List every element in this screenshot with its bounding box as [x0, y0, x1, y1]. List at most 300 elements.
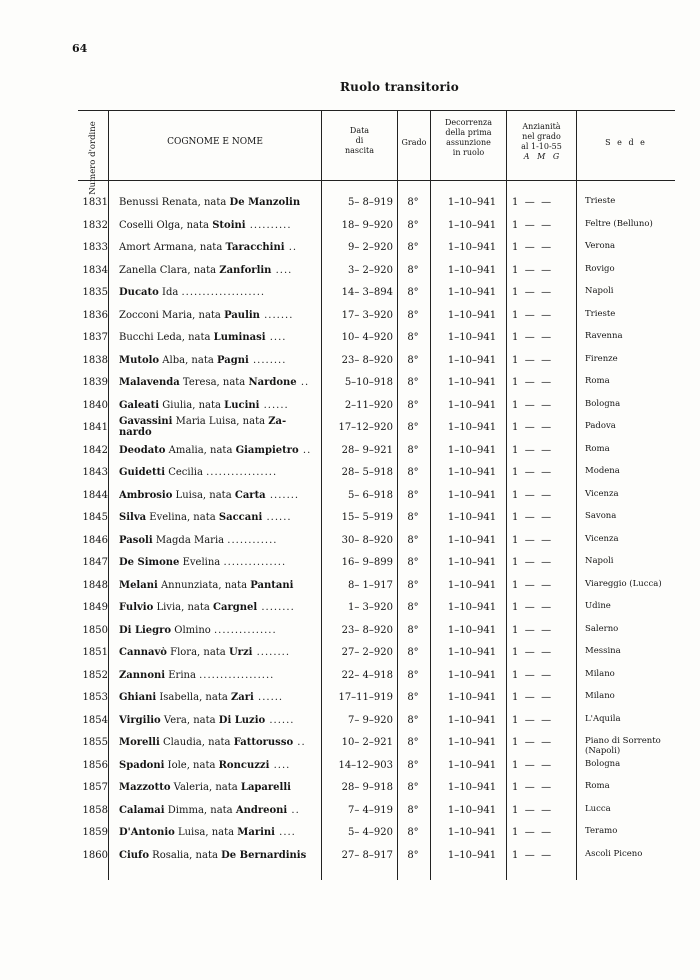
surname: Calamai — [119, 804, 165, 816]
header-grado: Grado — [401, 138, 427, 147]
surname: Ambrosio — [119, 489, 173, 501]
given-name: Coselli Olga, nata — [119, 219, 213, 231]
office-location: Teramo — [585, 826, 618, 836]
full-name — [119, 220, 317, 231]
full-name — [119, 332, 317, 343]
grade: 8° — [407, 827, 419, 838]
order-number: 1854 — [82, 714, 108, 726]
surname: De Simone — [119, 557, 180, 568]
birth-date: 23– 8–920 — [341, 354, 393, 366]
maiden-name: Saccani — [218, 512, 263, 523]
given-name: Erina — [165, 669, 200, 681]
appointment-date: 1–10–941 — [447, 849, 497, 861]
leader-dots: ................. — [206, 467, 278, 478]
table-row — [78, 485, 675, 508]
seniority: 1 — — — [512, 782, 552, 793]
header-decorrenza-line: della prima — [445, 128, 492, 137]
grade: 8° — [407, 579, 419, 591]
header-anzianita — [507, 122, 576, 162]
appointment-date: 1–10–941 — [447, 804, 497, 816]
birth-date: 18– 9–920 — [341, 219, 393, 231]
seniority: 1 — — — [512, 827, 552, 838]
table-row — [78, 507, 675, 530]
seniority: 1 — — — [512, 624, 552, 636]
given-name: Alba, nata — [159, 354, 217, 366]
seniority: 1 — — — [512, 692, 552, 703]
given-name: Zanella Clara, nata — [119, 264, 220, 276]
office-location: Napoli — [585, 556, 614, 566]
maiden-name: Roncuzzi — [218, 759, 270, 771]
grade: 8° — [407, 264, 419, 276]
table-row — [78, 215, 675, 238]
full-name — [119, 670, 317, 681]
appointment-date: 1–10–941 — [447, 669, 497, 681]
surname: Stoini — [212, 219, 246, 231]
birth-date: 7– 4–919 — [348, 804, 393, 816]
order-number: 1853 — [82, 692, 108, 703]
grade: 8° — [407, 647, 419, 658]
appointment-date: 1–10–941 — [447, 242, 497, 253]
office-location: Savona — [585, 511, 617, 521]
order-number: 1842 — [82, 444, 108, 456]
grade: 8° — [407, 849, 419, 861]
birth-date: 17– 3–920 — [341, 309, 393, 321]
maiden-name: Andreoni — [235, 804, 288, 816]
given-name: Amort Armana, nata — [119, 242, 226, 253]
surname: Virgilio — [119, 714, 161, 726]
seniority: 1 — — — [512, 422, 552, 433]
grade: 8° — [407, 422, 419, 433]
leader-dots: .. — [298, 444, 312, 456]
full-name — [119, 490, 317, 501]
given-name: Livia, nata — [153, 602, 214, 613]
order-number: 1841 — [82, 422, 108, 433]
birth-date: 28– 5–918 — [341, 467, 393, 478]
table-row — [78, 620, 675, 643]
table-row — [78, 440, 675, 463]
seniority: 1 — — — [512, 669, 552, 681]
grade: 8° — [407, 242, 419, 253]
full-name — [119, 265, 317, 276]
grade: 8° — [407, 692, 419, 703]
page-title: Ruolo transitorio — [340, 80, 459, 94]
table-row — [78, 575, 675, 598]
maiden-name: Marini — [237, 827, 275, 838]
appointment-date: 1–10–941 — [447, 714, 497, 726]
given-name: Ida — [158, 287, 182, 298]
office-location: Modena — [585, 466, 620, 476]
order-number: 1833 — [82, 242, 108, 253]
grade: 8° — [407, 804, 419, 816]
leader-dots: .... — [271, 264, 293, 276]
grade: 8° — [407, 467, 419, 478]
office-location: Udine — [585, 601, 611, 611]
leader-dots: ........ — [248, 354, 287, 366]
maiden-name: Za- — [268, 416, 287, 427]
order-number: 1846 — [82, 534, 108, 546]
table-row — [78, 350, 675, 373]
full-name — [119, 512, 317, 523]
birth-date: 5–10–918 — [344, 377, 393, 388]
header-amg: A M G — [523, 152, 560, 161]
header-numero: Numero d'ordine — [88, 121, 98, 195]
order-number: 1859 — [82, 827, 108, 838]
table-row — [78, 417, 675, 440]
office-location: Verona — [585, 241, 616, 251]
given-name: Luisa, nata — [172, 489, 235, 501]
office-location: Feltre (Belluno) — [585, 218, 653, 229]
order-number: 1840 — [82, 399, 108, 411]
table-row — [78, 372, 675, 395]
order-number: 1860 — [82, 849, 108, 861]
birth-date: 10– 2–921 — [341, 737, 393, 748]
appointment-date: 1–10–941 — [447, 219, 497, 231]
seniority: 1 — — — [512, 534, 552, 546]
order-number: 1850 — [82, 624, 108, 636]
seniority: 1 — — — [512, 264, 552, 276]
table-row — [78, 282, 675, 305]
appointment-date: 1–10–941 — [447, 737, 497, 748]
table-row — [78, 642, 675, 665]
surname: Luminasi — [213, 332, 266, 343]
register-table — [78, 110, 675, 880]
full-name — [119, 782, 317, 793]
grade: 8° — [407, 782, 419, 793]
grade: 8° — [407, 624, 419, 636]
office-location: Padova — [585, 421, 616, 431]
table-row — [78, 552, 675, 575]
leader-dots: ....... — [265, 489, 300, 501]
leader-dots: ...... — [253, 692, 284, 703]
surname: Morelli — [119, 737, 160, 748]
leader-dots: .......... — [245, 219, 292, 231]
table-row — [78, 800, 675, 823]
full-name — [119, 827, 317, 838]
header-anzianita-line: al 1-10-55 — [521, 142, 562, 151]
office-location: Trieste — [585, 308, 616, 319]
given-name: Isabella, nata — [156, 692, 231, 703]
table-row — [78, 777, 675, 800]
table-row — [78, 462, 675, 485]
appointment-date: 1–10–941 — [447, 264, 497, 276]
surname: Silva — [119, 512, 147, 523]
leader-dots: ............... — [213, 624, 277, 636]
surname: Gavassini — [119, 416, 173, 427]
header-data — [322, 126, 397, 156]
full-name — [119, 602, 317, 613]
office-location: Bologna — [585, 758, 621, 769]
given-name: Evelina, nata — [146, 512, 219, 523]
full-name — [119, 197, 317, 208]
appointment-date: 1–10–941 — [447, 444, 497, 456]
header-anzianita-line: Anzianità — [522, 122, 561, 131]
table-row — [78, 305, 675, 328]
order-number: 1851 — [82, 647, 108, 658]
order-number: 1834 — [82, 264, 108, 276]
appointment-date: 1–10–941 — [447, 422, 497, 433]
table-row — [78, 237, 675, 260]
header-decorrenza-line: assunzione — [446, 138, 491, 147]
grade: 8° — [407, 444, 419, 456]
full-name — [119, 355, 317, 366]
surname: Di Liegro — [119, 624, 172, 636]
given-name: Magda Maria — [152, 534, 228, 546]
given-name: Bucchi Leda, nata — [119, 332, 214, 343]
leader-dots: .................. — [199, 669, 275, 681]
full-name — [119, 535, 317, 546]
given-name: Vera, nata — [160, 714, 219, 726]
birth-date: 16– 9–899 — [341, 557, 393, 568]
given-name: Zocconi Maria, nata — [119, 309, 225, 321]
leader-dots: ............ — [227, 534, 278, 546]
seniority: 1 — — — [512, 602, 552, 613]
leader-dots: .... — [274, 827, 296, 838]
birth-date: 9– 2–920 — [348, 242, 393, 253]
leader-dots: .. — [284, 242, 298, 253]
full-name — [119, 692, 317, 703]
surname: Zannoni — [119, 669, 166, 681]
order-number: 1852 — [82, 669, 108, 681]
appointment-date: 1–10–941 — [447, 512, 497, 523]
birth-date: 17–11–919 — [338, 692, 393, 703]
office-location: Milano — [585, 668, 615, 679]
office-location: Lucca — [585, 803, 611, 814]
table-row — [78, 192, 675, 215]
given-name: Rosalia, nata — [149, 849, 222, 861]
given-name: Claudia, nata — [159, 737, 234, 748]
full-name — [119, 310, 317, 321]
full-name — [119, 242, 317, 253]
surname: Taracchini — [225, 242, 285, 253]
appointment-date: 1–10–941 — [447, 309, 497, 321]
order-number: 1857 — [82, 782, 108, 793]
birth-date: 7– 9–920 — [348, 714, 393, 726]
leader-dots: ...... — [259, 399, 289, 411]
office-location: Firenze — [585, 353, 618, 364]
seniority: 1 — — — [512, 804, 552, 816]
grade: 8° — [407, 287, 419, 298]
surname: Guidetti — [119, 467, 166, 478]
leader-dots: ...... — [262, 512, 292, 523]
given-name: Amalia, nata — [165, 444, 236, 456]
grade: 8° — [407, 309, 419, 321]
given-name: Flora, nata — [166, 647, 229, 658]
birth-date: 3– 2–920 — [348, 264, 393, 276]
birth-date: 27– 2–920 — [341, 647, 393, 658]
full-name — [119, 760, 317, 771]
given-name: Cecilia — [165, 467, 207, 478]
full-name — [119, 737, 317, 748]
full-name — [119, 400, 317, 411]
appointment-date: 1–10–941 — [447, 602, 497, 613]
surname: Cannavò — [119, 647, 167, 658]
grade: 8° — [407, 714, 419, 726]
full-name — [119, 647, 317, 658]
header-sede: S e d e — [605, 138, 647, 147]
office-location: Ravenna — [585, 331, 623, 341]
leader-dots: ............... — [223, 557, 287, 568]
table-row — [78, 530, 675, 553]
seniority: 1 — — — [512, 354, 552, 366]
grade: 8° — [407, 489, 419, 501]
office-location: Roma — [585, 781, 610, 791]
leader-dots: .. — [296, 377, 310, 388]
header-decorrenza-line: in ruolo — [452, 148, 485, 157]
maiden-name: Laparelli — [240, 782, 291, 793]
appointment-date: 1–10–941 — [447, 287, 497, 298]
office-location: Roma — [585, 376, 610, 386]
order-number: 1847 — [82, 557, 108, 568]
birth-date: 8– 1–917 — [348, 579, 393, 591]
leader-dots: .... — [269, 759, 291, 771]
order-number: 1836 — [82, 309, 108, 321]
table-row — [78, 732, 675, 755]
given-name: Olmino — [171, 624, 214, 636]
seniority: 1 — — — [512, 489, 552, 501]
office-location: Vicenza — [585, 488, 619, 499]
maiden-name: Zari — [231, 692, 254, 703]
full-name — [119, 850, 317, 861]
leader-dots: .. — [287, 804, 300, 816]
grade: 8° — [407, 602, 419, 613]
header-decorrenza-line: Decorrenza — [445, 118, 492, 127]
birth-date: 5– 4–920 — [348, 827, 393, 838]
maiden-name: De Bernardinis — [221, 849, 307, 861]
office-location: Milano — [585, 691, 615, 701]
leader-dots: ........ — [257, 602, 295, 613]
birth-date: 27– 8–917 — [341, 849, 393, 861]
given-name: Luisa, nata — [174, 827, 238, 838]
seniority: 1 — — — [512, 512, 552, 523]
maiden-name: Carta — [234, 489, 266, 501]
seniority: 1 — — — [512, 399, 552, 411]
given-name: Iole, nata — [164, 759, 219, 771]
maiden-name: Fattorusso — [233, 737, 294, 748]
order-number: 1831 — [82, 197, 108, 208]
order-number: 1849 — [82, 602, 108, 613]
grade: 8° — [407, 354, 419, 366]
maiden-name: Cargnel — [213, 602, 258, 613]
surname: Ciufo — [119, 849, 149, 861]
maiden-name: Nardone — [248, 377, 297, 388]
surname: Mutolo — [119, 354, 160, 366]
birth-date: 10– 4–920 — [341, 332, 393, 343]
leader-dots: .. — [293, 737, 306, 748]
surname: Paulin — [224, 309, 260, 321]
given-name: Valeria, nata — [170, 782, 241, 793]
seniority: 1 — — — [512, 287, 552, 298]
grade: 8° — [407, 557, 419, 568]
order-number: 1848 — [82, 579, 108, 591]
leader-dots: .................... — [181, 287, 266, 298]
seniority: 1 — — — [512, 849, 552, 861]
grade: 8° — [407, 512, 419, 523]
birth-date: 5– 8–919 — [348, 197, 393, 208]
maiden-name: Pantani — [250, 579, 294, 591]
birth-date: 28– 9–921 — [341, 444, 393, 456]
full-name — [119, 625, 317, 636]
surname: Spadoni — [119, 759, 165, 771]
office-location: Viareggio (Lucca) — [585, 578, 662, 589]
grade: 8° — [407, 759, 419, 771]
seniority: 1 — — — [512, 197, 552, 208]
given-name: Giulia, nata — [159, 399, 225, 411]
full-name — [119, 580, 317, 591]
surname: D'Antonio — [119, 827, 175, 838]
office-location: Roma — [585, 443, 610, 454]
appointment-date: 1–10–941 — [447, 557, 497, 568]
leader-dots: ....... — [259, 309, 294, 321]
grade: 8° — [407, 332, 419, 343]
order-number: 1843 — [82, 467, 108, 478]
birth-date: 17–12–920 — [338, 422, 393, 433]
page-number: 64 — [72, 42, 88, 55]
grade: 8° — [407, 399, 419, 411]
surname: Pasoli — [119, 534, 153, 546]
grade: 8° — [407, 737, 419, 748]
full-name — [119, 445, 317, 456]
maiden-name: nardo — [119, 427, 152, 438]
seniority: 1 — — — [512, 467, 552, 478]
order-number: 1837 — [82, 332, 108, 343]
appointment-date: 1–10–941 — [447, 377, 497, 388]
office-location: Bologna — [585, 398, 621, 409]
leader-dots: ........ — [252, 647, 291, 658]
office-location: Salerno — [585, 623, 619, 634]
seniority: 1 — — — [512, 242, 552, 253]
grade: 8° — [407, 219, 419, 231]
grade: 8° — [407, 377, 419, 388]
table-row — [78, 755, 675, 778]
birth-date: 2–11–920 — [344, 399, 393, 411]
given-name: Dimma, nata — [164, 804, 236, 816]
grade: 8° — [407, 534, 419, 546]
appointment-date: 1–10–941 — [447, 692, 497, 703]
birth-date: 28– 9–918 — [341, 782, 393, 793]
office-location: Ascoli Piceno — [585, 848, 643, 859]
order-number: 1855 — [82, 737, 108, 748]
seniority: 1 — — — [512, 557, 552, 568]
appointment-date: 1–10–941 — [447, 197, 497, 208]
surname: Ghiani — [119, 692, 157, 703]
surname: Melani — [119, 579, 158, 591]
appointment-date: 1–10–941 — [447, 647, 497, 658]
appointment-date: 1–10–941 — [447, 534, 497, 546]
office-location: L'Aquila — [585, 713, 621, 724]
appointment-date: 1–10–941 — [447, 354, 497, 366]
birth-date: 22– 4–918 — [341, 669, 393, 681]
full-name — [119, 557, 317, 568]
birth-date: 15– 5–919 — [341, 512, 393, 523]
order-number: 1838 — [82, 354, 108, 366]
table-row — [78, 395, 675, 418]
table-row — [78, 822, 675, 845]
full-name — [119, 467, 317, 478]
seniority: 1 — — — [512, 219, 552, 231]
order-number: 1835 — [82, 287, 108, 298]
grade: 8° — [407, 197, 419, 208]
birth-date: 1– 3–920 — [348, 602, 393, 613]
appointment-date: 1–10–941 — [447, 624, 497, 636]
grade: 8° — [407, 669, 419, 681]
leader-dots: .... — [265, 332, 287, 343]
office-location: Piano di Sorrento (Napoli) — [585, 736, 661, 756]
seniority: 1 — — — [512, 444, 552, 456]
header-anzianita-line: nel grado — [522, 132, 561, 141]
surname: De Manzolin — [229, 197, 301, 208]
surname: Mazzotto — [119, 782, 171, 793]
appointment-date: 1–10–941 — [447, 399, 497, 411]
